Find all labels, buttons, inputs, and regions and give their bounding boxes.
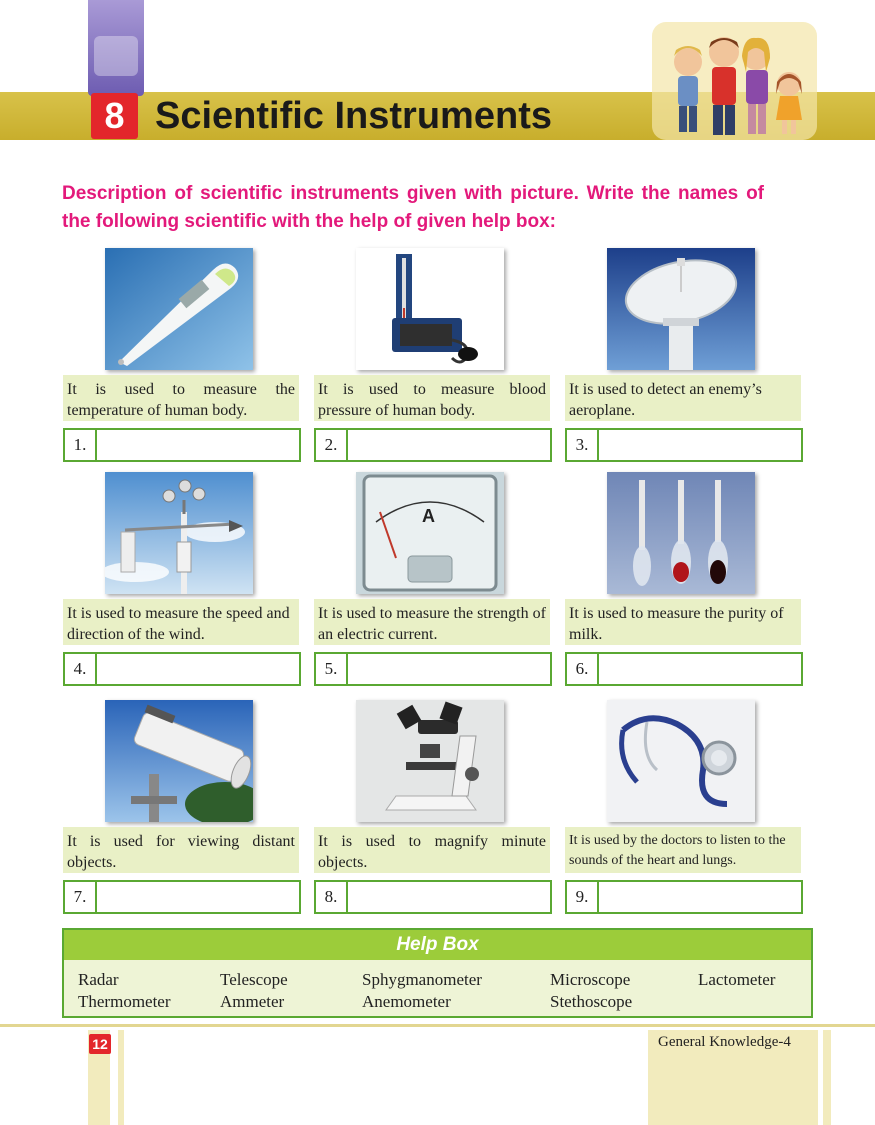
answer-number-7: 7. [65,882,97,912]
answer-box-7[interactable] [63,880,301,914]
description-2: It is used to measure blood pressure of human body. [314,375,550,421]
svg-text:A: A [422,506,435,526]
description-3: It is used to detect an enemy’s aeroplane. [565,375,801,421]
chapter-tab-decoration [88,0,144,96]
instruction-text: Description of scientific instruments given with picture. Write the names of the following scientific with the help of given help box: [62,183,764,232]
answer-box-2[interactable] [314,428,552,462]
answer-box-1[interactable] [63,428,301,462]
answer-box-5[interactable] [314,652,552,686]
help-word-sphygmanometer: Sphygmanometer [362,970,482,989]
anemometer-image [105,472,253,594]
description-5: It is used to measure the strength of an electric current. [314,599,550,645]
ammeter-image [356,472,504,594]
help-word-thermometer: Thermometer [78,992,171,1011]
help-box [62,928,813,1018]
help-word-radar: Radar [78,970,119,989]
description-9: It is used by the doctors to listen to the sounds of the heart and lungs. [565,827,801,873]
footer-strip [118,1030,124,1125]
help-word-telescope: Telescope [220,970,288,989]
answer-number-3: 3. [567,430,599,460]
answer-number-8: 8. [316,882,348,912]
help-word-stethoscope: Stethoscope [550,992,633,1011]
answer-number-4: 4. [65,654,97,684]
answer-field-7[interactable] [97,882,299,912]
description-4: It is used to measure the speed and direction of the wind. [63,599,299,645]
description-1: It is used to measure the temperature of human body. [63,375,299,421]
answer-box-4[interactable] [63,652,301,686]
answer-box-9[interactable] [565,880,803,914]
help-word-anemometer: Anemometer [362,992,451,1011]
cartoon-family-illustration [652,22,817,140]
digital-thermometer-image [105,248,253,370]
help-word-microscope: Microscope [550,970,631,989]
description-6: It is used to measure the purity of milk. [565,599,801,645]
answer-box-3[interactable] [565,428,803,462]
lactometer-image [607,472,755,594]
book-title: General Knowledge-4 [658,1034,791,1050]
telescope-image [105,700,253,822]
radar-dish-image [607,248,755,370]
answer-box-8[interactable] [314,880,552,914]
footer-divider [0,1024,875,1027]
stethoscope-image [607,700,755,822]
footer-strip-right [823,1030,831,1125]
answer-field-9[interactable] [599,882,801,912]
chapter-title: Scientific Instruments [155,95,552,137]
page-number: 12 [89,1034,111,1054]
help-box-title: Help Box [64,930,811,960]
sphygmomanometer-image [356,248,504,370]
answer-number-1: 1. [65,430,97,460]
answer-field-8[interactable] [348,882,550,912]
microscope-image [356,700,504,822]
answer-number-2: 2. [316,430,348,460]
help-word-ammeter: Ammeter [220,992,285,1011]
answer-number-6: 6. [567,654,599,684]
chapter-number: 8 [91,93,138,139]
answer-field-6[interactable] [599,654,801,684]
description-7: It is used for viewing distant objects. [63,827,299,873]
answer-field-4[interactable] [97,654,299,684]
answer-number-9: 9. [567,882,599,912]
answer-box-6[interactable] [565,652,803,686]
answer-field-3[interactable] [599,430,801,460]
help-word-lactometer: Lactometer [698,970,776,989]
answer-field-5[interactable] [348,654,550,684]
description-8: It is used to magnify minute objects. [314,827,550,873]
answer-field-2[interactable] [348,430,550,460]
answer-field-1[interactable] [97,430,299,460]
answer-number-5: 5. [316,654,348,684]
